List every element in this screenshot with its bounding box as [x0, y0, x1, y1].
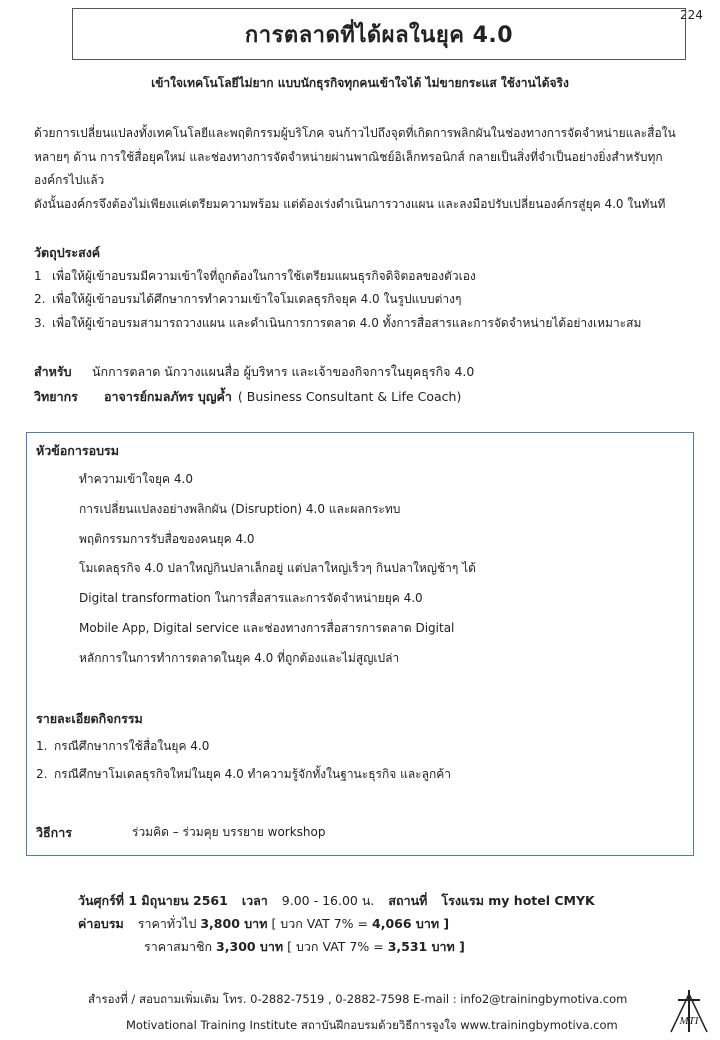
objective-text: เพื่อให้ผู้เข้าอบรมสามารถวางแผน และดำเนินการการตลาด 4.0 ทั้งการสื่อสารและการจัดจำหน่ายได้อย่างเหมาะสม	[52, 315, 642, 330]
objectives-section	[34, 241, 694, 335]
fee-member-label: ราคาสมาชิก	[144, 939, 213, 954]
topic-item: การเปลี่ยนแปลงอย่างพลิกผัน (Disruption) 4.0 และผลกระทบ	[79, 501, 401, 516]
method-label: วิธีการ	[36, 825, 72, 840]
fee-label: ค่าอบรม	[78, 916, 124, 931]
fee-member-row	[78, 935, 595, 958]
fee-general-total: 4,066 บาท ]	[372, 916, 450, 931]
activity-item	[36, 763, 451, 791]
audience-value: นักการตลาด นักวางแผนสื่อ ผู้บริหาร และเจ้าของกิจการในยุคธุรกิจ 4.0	[92, 364, 475, 379]
topics-heading: หัวข้อการอบรม	[36, 443, 120, 458]
objective-item	[34, 265, 694, 289]
speaker-role: ( Business Consultant & Life Coach)	[237, 389, 462, 404]
fee-member-amount: 3,300 บาท	[216, 939, 284, 954]
venue-value: โรงแรม my hotel CMYK	[441, 893, 595, 908]
mti-logo-icon	[668, 988, 710, 1034]
page-number: 224	[680, 8, 703, 22]
institute-info: Motivational Training Institute สถาบันฝึกอบรมด้วยวิธีการจูงใจ www.trainingbymotiva.com	[126, 1018, 618, 1032]
fee-member-vat: [ บวก VAT 7% =	[287, 939, 384, 954]
activities-heading: รายละเอียดกิจกรรม	[36, 711, 143, 726]
objectives-heading: วัตถุประสงค์	[34, 245, 101, 260]
method-value: ร่วมคิด – ร่วมคุย บรรยาย workshop	[132, 825, 326, 839]
intro-section	[34, 122, 694, 216]
objective-number: 2.	[34, 292, 46, 306]
audience-row	[34, 359, 694, 384]
speaker-name: อาจารย์กมลภัทร บุญค้ำ	[104, 389, 232, 404]
title-box	[72, 8, 686, 60]
fee-member-total: 3,531 บาท ]	[387, 939, 465, 954]
objective-text: เพื่อให้ผู้เข้าอบรมได้ศึกษาการทำความเข้าใจโมเดลธุรกิจยุค 4.0 ในรูปแบบต่างๆ	[52, 292, 462, 306]
fee-general-label: ราคาทั่วไป	[137, 916, 197, 931]
date-venue-row	[78, 889, 595, 912]
event-time: 9.00 - 16.00 น.	[281, 893, 375, 908]
activity-text: กรณีศึกษาการใช้สื่อในยุค 4.0	[54, 739, 210, 753]
speaker-row	[34, 384, 694, 409]
subtitle: เข้าใจเทคโนโลยีไม่ยาก แบบนักธุรกิจทุกคนเข้าใจได้ ไม่ขายกระแส ใช้งานได้จริง	[151, 76, 569, 90]
logo-lettering: MTI	[679, 1015, 699, 1027]
topic-item: Digital transformation ในการสื่อสารและการจัดจำหน่ายยุค 4.0	[79, 591, 423, 606]
activity-number: 1.	[36, 739, 48, 753]
fee-general-amount: 3,800 บาท	[200, 916, 268, 931]
time-label: เวลา	[241, 893, 268, 908]
objective-number: 3.	[34, 315, 46, 330]
speaker-label: วิทยากร	[34, 389, 78, 404]
venue-label: สถานที่	[388, 893, 428, 908]
topic-item: Mobile App, Digital service และช่องทางการสื่อสารการตลาด Digital	[79, 620, 455, 635]
intro-paragraph-1: ด้วยการเปลี่ยนแปลงทั้งเทคโนโลยีและพฤติกรรมผู้บริโภค จนก้าวไปถึงจุดที่เกิดการพลิกผันในช่องทางการจัดจำหน่ายและสื่อในหลายๆ ด้าน การใช้สื่อยุคใหม่ และช่องทางการจัดจำหน่ายผ่านพาณิชย์อิเล็กทรอนิกส์ กลายเป็นสิ่งที่จำเป็นอย่างยิ่งสำหรับทุกองค์กรไปแล้ว	[34, 126, 676, 187]
activity-item	[36, 735, 451, 763]
activities-list	[36, 735, 451, 791]
objective-item	[34, 288, 694, 312]
method-row	[36, 823, 326, 843]
course-outline-box	[26, 432, 694, 856]
objective-text: เพื่อให้ผู้เข้าอบรมมีความเข้าใจที่ถูกต้องในการใช้เตรียมแผนธุรกิจดิจิตอลของตัวเอง	[52, 268, 476, 283]
fee-general-row	[78, 912, 595, 935]
topic-item: พฤติกรรมการรับสื่อของคนยุค 4.0	[79, 531, 255, 546]
meta-section	[34, 359, 694, 409]
objective-item	[34, 312, 694, 336]
audience-label: สำหรับ	[34, 364, 72, 379]
activity-number: 2.	[36, 767, 48, 781]
topic-item: ทำความเข้าใจยุค 4.0	[79, 472, 193, 486]
page-title: การตลาดที่ได้ผลในยุค 4.0	[244, 22, 514, 48]
intro-paragraph-2: ดังนั้นองค์กรจึงต้องไม่เพียงแค่เตรียมความพร้อม แต่ต้องเร่งดำเนินการวางแผน และลงมือปรับเปลี่ยนองค์กรสู่ยุค 4.0 ในทันที	[34, 196, 666, 211]
contact-info: สำรองที่ / สอบถามเพิ่มเติม โทร. 0-2882-7519 , 0-2882-7598 E-mail : info2@trainingbymotiva.com	[88, 992, 628, 1006]
objective-number: 1	[34, 268, 42, 283]
topics-list	[79, 467, 476, 676]
activity-text: กรณีศึกษาโมเดลธุรกิจใหม่ในยุค 4.0 ทำความรู้จักทั้งในฐานะธุรกิจ และลูกค้า	[54, 767, 452, 781]
schedule-section	[78, 889, 595, 958]
event-date: วันศุกร์ที่ 1 มิถุนายน 2561	[78, 893, 228, 908]
topic-item: หลักการในการทำการตลาดในยุค 4.0 ที่ถูกต้องและไม่สูญเปล่า	[79, 650, 400, 665]
fee-general-vat: [ บวก VAT 7% =	[271, 916, 369, 931]
topic-item: โมเดลธุรกิจ 4.0 ปลาใหญ่กินปลาเล็กอยู่ แต่ปลาใหญ่เร็วๆ กินปลาใหญ่ช้าๆ ได้	[79, 561, 476, 576]
